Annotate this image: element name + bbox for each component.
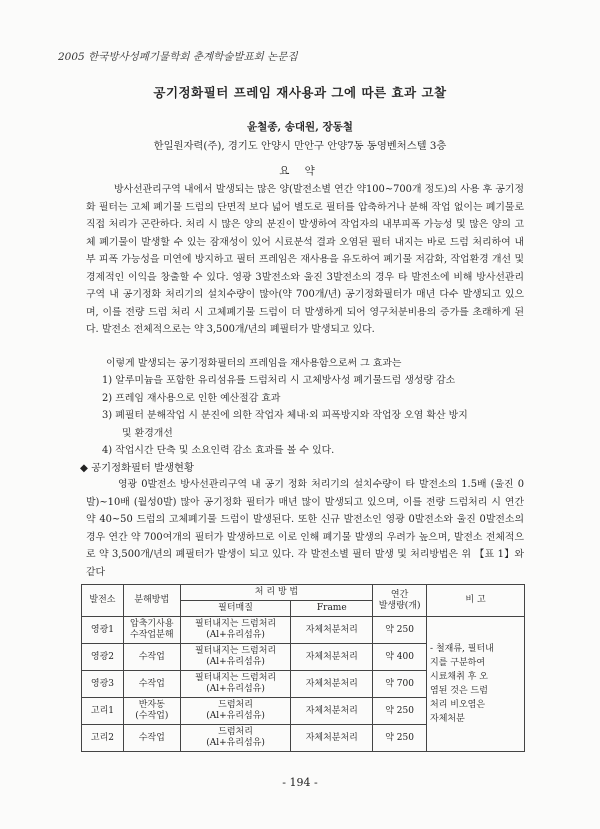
section-paragraph: 영광 0발전소 방사선관리구역 내 공기 정화 처리기의 설치수량이 타 발전소의 1.5배 (울진 0발)~10배 (월성0발) 많아 공기정화 필터가 매년 많이 발생되고 있으며, 이를 전량 드럼처리 시 연간 약 40~50 드럼의 고체폐기물 드럼이 발생된다. 또한 신규 발전소인 영광 0발전소와 울진 0발전소의 경우 연간 약 700여개의 필터가 발생하므로 이로 인해 폐기물 발생의 우려가 높으며, 발전소 전체적으로 약 3,500개/년의 폐필터가 발생이 되고 있다. 각 발전소별 필터 발생 및 처리방법은 위 【표 1】와 같다 <box>86 479 524 578</box>
journal-header: 2005 한국방사성폐기물학회 춘계학술발표회 논문집 <box>58 51 298 63</box>
cell-method: 압축기사용 수작업분해 <box>123 617 180 644</box>
filter-table <box>81 584 525 752</box>
cell-plant: 영광1 <box>82 617 124 644</box>
list-item: 2) 프레임 재사용으로 인한 예산절감 효과 <box>102 392 281 404</box>
section-heading: ◆ 공기정화필터 발생현황 <box>80 462 194 474</box>
affiliation: 한일원자력(주), 경기도 안양시 만안구 안양7동 동영벤처스텔 3층 <box>153 140 447 152</box>
paper-title: 공기정화필터 프레임 재사용과 그에 따른 효과 고찰 <box>153 85 447 100</box>
header-disassembly: 분해방법 <box>123 585 180 617</box>
authors: 윤철종, 송대원, 장동철 <box>247 121 353 133</box>
cell-frame: 자체처분처리 <box>291 617 373 644</box>
cell-material: 드럼처리 (Al+유리섬유) <box>180 725 291 752</box>
abstract-heading: 요 약 <box>279 165 321 177</box>
cell-method: 반자동 (수작업) <box>123 698 180 725</box>
cell-method: 수작업 <box>123 725 180 752</box>
header-remarks: 비 고 <box>427 585 525 617</box>
cell-amount: 약 400 <box>373 644 427 671</box>
cell-frame: 자체처분처리 <box>291 698 373 725</box>
header-annual: 연간 발생량(개) <box>373 585 427 617</box>
cell-amount: 약 250 <box>373 698 427 725</box>
cell-amount: 약 700 <box>373 671 427 698</box>
header-treatment: 처 리 방 법 <box>180 585 372 601</box>
cell-method: 수작업 <box>123 644 180 671</box>
header-frame: Frame <box>291 601 373 617</box>
list-item: 및 환경개선 <box>122 427 173 439</box>
table-row <box>82 617 525 644</box>
cell-amount: 약 250 <box>373 617 427 644</box>
cell-remarks: - 철재류, 필터내 지를 구분하여 시료채취 후 오 염된 것은 드럼 처리 비오염은 자체처분 <box>427 617 525 752</box>
cell-frame: 자체처분처리 <box>291 671 373 698</box>
cell-amount: 약 250 <box>373 725 427 752</box>
cell-method: 수작업 <box>123 671 180 698</box>
abstract-paragraph-1: 방사선관리구역 내에서 발생되는 많은 양(발전소별 연간 약100~700개 정도)의 사용 후 공기정화 필터는 고체 폐기물 드럼의 단면적 보다 넓어 별도로 필터를 압축하거나 분해 작업 없이는 폐기물로 직접 처리가 곤란하다. 처리 시 많은 양의 분진이 발생하여 작업자의 내부피폭 가능성 및 많은 양의 고체 폐기물이 발생할 수 있는 잠재성이 있어 시료분석 결과 오염된 필터 내지는 바로 드럼 처리하여 내부 피폭 가능성을 미연에 방지하고 필터 프레임은 재사용을 유도하여 폐기물 저감화, 작업환경 개선 및 경제적인 이익을 창출할 수 있다. 영광 3발전소와 울진 3발전소의 경우 타 발전소에 비해 방사선관리구역 내 공기정화 처리기의 설치수량이 많아(약 700개/년) 공기정화필터가 매년 다수 발생되고 있으며, 이를 전량 드럼 처리 시 고체폐기물 드럼이 더 발생하게 되어 영구처분비용의 증가를 초래하게 된다. 발전소 전체적으로는 약 3,500개/년의 폐필터가 발생되고 있다. <box>86 184 524 335</box>
cell-frame: 자체처분처리 <box>291 644 373 671</box>
effects-list <box>102 372 468 460</box>
cell-plant: 영광3 <box>82 671 124 698</box>
cell-plant: 고리2 <box>82 725 124 752</box>
page-number: - 194 - <box>282 776 318 789</box>
cell-material: 필터내지는 드럼처리 (Al+유리섬유) <box>180 617 291 644</box>
list-item: 3) 폐필터 분해작업 시 분진에 의한 작업자 체내·외 피폭방지와 작업장 오염 확산 방지 <box>102 410 468 421</box>
list-item: 1) 알루미늄을 포함한 유리섬유를 드럼처리 시 고체방사성 폐기물드럼 생성량 감소 <box>102 375 456 386</box>
list-item: 4) 작업시간 단축 및 소요인력 감소 효과를 볼 수 있다. <box>102 445 335 456</box>
cell-material: 필터내지는 드럼처리 (Al+유리섬유) <box>180 671 291 698</box>
header-filter-material: 필터매질 <box>180 601 291 617</box>
cell-plant: 고리1 <box>82 698 124 725</box>
header-plant: 발전소 <box>82 585 124 617</box>
cell-plant: 영광2 <box>82 644 124 671</box>
cell-material: 드럼처리 (Al+유리섬유) <box>180 698 291 725</box>
cell-frame: 자체처분처리 <box>291 725 373 752</box>
abstract-paragraph-2: 이렇게 발생되는 공기정화필터의 프레임을 재사용함으로써 그 효과는 <box>106 358 402 369</box>
cell-material: 필터내지는 드럼처리 (Al+유리섬유) <box>180 644 291 671</box>
